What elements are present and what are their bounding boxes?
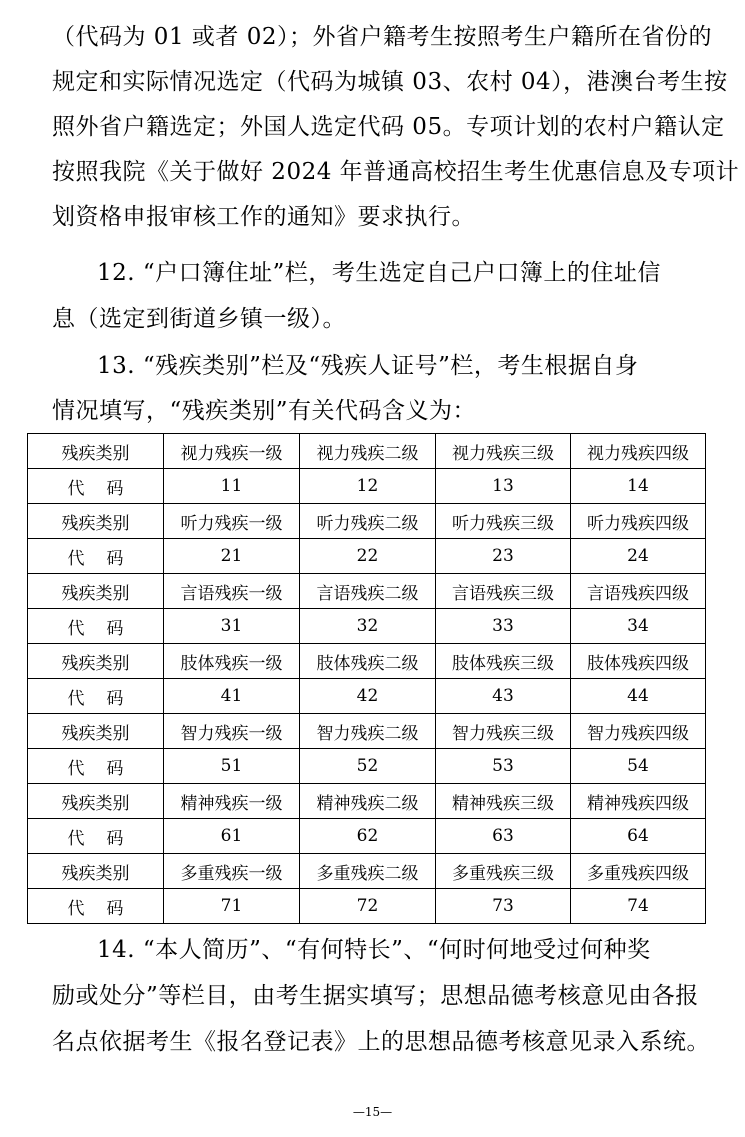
code-cell: 73 [436,889,571,924]
category-label-cell: 残疾类别 [28,644,164,679]
table-row-code [28,749,706,784]
category-cell: 智力残疾二级 [300,714,436,749]
table-row-category [28,854,706,889]
category-label-cell: 残疾类别 [28,714,164,749]
code-cell: 32 [300,609,436,644]
category-cell: 言语残疾三级 [436,574,571,609]
paragraph-14-line-2: 励或处分”等栏目，由考生据实填写；思想品德考核意见由各报 [52,983,699,1009]
category-cell: 多重残疾一级 [164,854,300,889]
code-cell: 44 [571,679,706,714]
code-cell: 34 [571,609,706,644]
category-cell: 多重残疾二级 [300,854,436,889]
category-cell: 精神残疾一级 [164,784,300,819]
category-label-cell: 残疾类别 [28,854,164,889]
code-cell: 43 [436,679,571,714]
category-cell: 精神残疾三级 [436,784,571,819]
category-cell: 视力残疾二级 [300,434,436,469]
paragraph-11-line-1: （代码为 01 或者 02）；外省户籍考生按照考生户籍所在省份的 [52,24,712,50]
page-number: —15— [352,1105,393,1119]
code-cell: 63 [436,819,571,854]
table-row-category [28,574,706,609]
category-cell: 听力残疾二级 [300,504,436,539]
code-cell: 54 [571,749,706,784]
code-cell: 72 [300,889,436,924]
paragraph-13-line-2: 情况填写，“残疾类别”有关代码含义为： [52,398,477,424]
table-row-category [28,504,706,539]
code-cell: 41 [164,679,300,714]
category-cell: 多重残疾三级 [436,854,571,889]
table-row-category [28,714,706,749]
table-row-category [28,644,706,679]
code-label-cell: 代码 [28,679,164,714]
code-label-cell: 代码 [28,609,164,644]
code-label-cell: 代码 [28,749,164,784]
category-label-cell: 残疾类别 [28,504,164,539]
table-row-code [28,539,706,574]
table-row-code [28,469,706,504]
category-cell: 视力残疾一级 [164,434,300,469]
category-cell: 精神残疾四级 [571,784,706,819]
code-cell: 51 [164,749,300,784]
code-cell: 13 [436,469,571,504]
category-cell: 智力残疾三级 [436,714,571,749]
category-cell: 肢体残疾四级 [571,644,706,679]
category-cell: 多重残疾四级 [571,854,706,889]
table-row-category [28,434,706,469]
category-cell: 精神残疾二级 [300,784,436,819]
code-cell: 24 [571,539,706,574]
table-row-category [28,784,706,819]
code-cell: 31 [164,609,300,644]
paragraph-11-line-5: 划资格申报审核工作的通知》要求执行。 [52,204,475,230]
code-label-cell: 代码 [28,889,164,924]
code-cell: 22 [300,539,436,574]
category-cell: 听力残疾四级 [571,504,706,539]
category-cell: 言语残疾二级 [300,574,436,609]
paragraph-12-line-1: 12. “户口簿住址”栏，考生选定自己户口簿上的住址信 [97,260,661,286]
table-row-code [28,889,706,924]
code-cell: 52 [300,749,436,784]
code-cell: 64 [571,819,706,854]
code-cell: 71 [164,889,300,924]
paragraph-11-line-4: 按照我院《关于做好 2024 年普通高校招生考生优惠信息及专项计 [52,159,740,185]
category-cell: 听力残疾一级 [164,504,300,539]
category-cell: 肢体残疾三级 [436,644,571,679]
code-cell: 12 [300,469,436,504]
code-cell: 14 [571,469,706,504]
category-cell: 视力残疾三级 [436,434,571,469]
paragraph-13-line-1: 13. “残疾类别”栏及“残疾人证号”栏，考生根据自身 [97,353,639,379]
paragraph-14-line-3: 名点依据考生《报名登记表》上的思想品德考核意见录入系统。 [52,1029,710,1055]
category-label-cell: 残疾类别 [28,434,164,469]
category-cell: 听力残疾三级 [436,504,571,539]
code-cell: 74 [571,889,706,924]
code-cell: 62 [300,819,436,854]
table-row-code [28,679,706,714]
paragraph-14-line-1: 14. “本人简历”、“有何特长”、“何时何地受过何种奖 [97,937,651,963]
code-cell: 11 [164,469,300,504]
paragraph-11-line-3: 照外省户籍选定；外国人选定代码 05。专项计划的农村户籍认定 [52,114,725,140]
disability-code-table [27,433,706,924]
category-label-cell: 残疾类别 [28,784,164,819]
paragraph-11-line-2: 规定和实际情况选定（代码为城镇 03、农村 04），港澳台考生按 [52,69,728,95]
category-cell: 肢体残疾二级 [300,644,436,679]
code-label-cell: 代码 [28,469,164,504]
code-cell: 61 [164,819,300,854]
code-cell: 42 [300,679,436,714]
category-label-cell: 残疾类别 [28,574,164,609]
code-cell: 33 [436,609,571,644]
code-label-cell: 代码 [28,539,164,574]
paragraph-12-line-2: 息（选定到街道乡镇一级）。 [52,306,346,332]
table-row-code [28,819,706,854]
category-cell: 智力残疾四级 [571,714,706,749]
category-cell: 言语残疾四级 [571,574,706,609]
code-cell: 23 [436,539,571,574]
code-cell: 53 [436,749,571,784]
code-label-cell: 代码 [28,819,164,854]
table-row-code [28,609,706,644]
category-cell: 智力残疾一级 [164,714,300,749]
category-cell: 肢体残疾一级 [164,644,300,679]
category-cell: 视力残疾四级 [571,434,706,469]
category-cell: 言语残疾一级 [164,574,300,609]
code-cell: 21 [164,539,300,574]
